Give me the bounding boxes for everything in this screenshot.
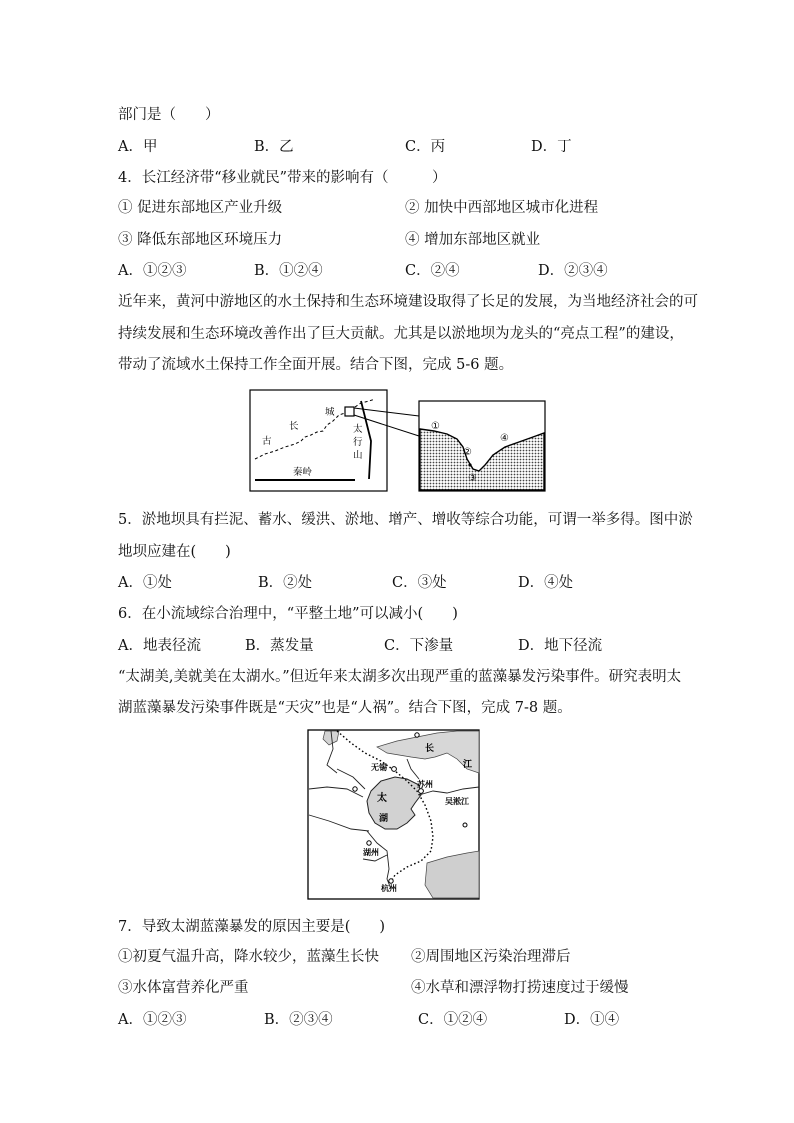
q6-option-c[interactable]: C．下渗量: [384, 638, 454, 654]
q5-option-d[interactable]: D．④处: [518, 575, 574, 591]
passage1-line-3: 带动了流域水土保持工作全面开展。结合下图，完成 5-6 题。: [118, 357, 514, 373]
taihu-map-figure: [307, 729, 480, 900]
q5-option-c[interactable]: C．③处: [392, 575, 447, 591]
q4-option-d[interactable]: D．②③④: [538, 263, 608, 279]
suzhou-marker: [419, 789, 424, 794]
q5-option-b[interactable]: B．②处: [258, 575, 313, 591]
q6-options: [118, 634, 678, 654]
q4-option-c[interactable]: C．②④: [405, 263, 460, 279]
q7-stem: 7．导致太湖蓝藻暴发的原因主要是( ): [118, 919, 386, 935]
profile-point-2: [468, 463, 471, 466]
q3-option-a[interactable]: A．甲: [118, 139, 158, 155]
label-huzhou: 湖州: [363, 848, 379, 857]
profile-label-4: ④: [500, 433, 509, 444]
map-label-shan: 山: [353, 450, 363, 461]
label-jiang: 江: [463, 760, 473, 770]
label-hangzhou: 杭州: [381, 884, 397, 893]
passage2-line-2: 湖蓝藻暴发污染事件既是“天灾”也是“人祸”。结合下图，完成 7-8 题。: [118, 700, 572, 716]
q4-statement-4: ④ 增加东部地区就业: [405, 232, 541, 248]
q4-statement-1: ① 促进东部地区产业升级: [118, 200, 283, 216]
q4-option-a[interactable]: A．①②③: [118, 263, 187, 279]
town-west-marker: [353, 787, 357, 791]
label-wusongjiang: 吴淞江: [445, 797, 469, 806]
wuxi-marker: [392, 767, 397, 772]
q5-stem-line-1: 5．淤地坝具有拦泥、蓄水、缓洪、淤地、增产、增收等综合功能，可谓一举多得。图中淤: [118, 512, 693, 528]
q4-statements-row2: [118, 228, 678, 248]
profile-label-3: ③: [468, 473, 477, 484]
q6-option-b[interactable]: B．蒸发量: [245, 638, 314, 654]
map-label-tai: 太: [353, 424, 363, 435]
q7-statement-1: ①初夏气温升高，降水较少，蓝藻生长快: [118, 949, 379, 965]
q6-option-d[interactable]: D．地下径流: [518, 638, 603, 654]
q7-statement-3: ③水体富营养化严重: [118, 980, 249, 996]
site-marker: [345, 407, 354, 416]
q6-option-a[interactable]: A．地表径流: [118, 638, 201, 654]
map-label-cheng: 城: [325, 407, 335, 418]
map-label-qinling: 秦岭: [293, 467, 313, 478]
q7-option-b[interactable]: B．②③④: [264, 1012, 333, 1028]
q7-statements-row1: [118, 945, 678, 965]
profile-label-1: ①: [431, 421, 440, 432]
label-wuxi: 无锡: [371, 763, 387, 772]
q4-statement-3: ③ 降低东部地区环境压力: [118, 232, 283, 248]
map-label-chang: 长: [289, 421, 299, 432]
label-suzhou: 苏州: [417, 780, 433, 789]
q4-statements-row1: [118, 196, 678, 216]
q3-options: [118, 135, 678, 155]
map-label-hang: 行: [353, 437, 363, 448]
q7-statements-row2: [118, 976, 678, 996]
map-label-gu: 古: [262, 436, 272, 447]
q3-option-d[interactable]: D．丁: [531, 139, 572, 155]
passage1-line-2: 持续发展和生态环境改善作出了巨大贡献。尤其是以淤地坝为龙头的“亮点工程”的建设，: [118, 326, 684, 342]
label-tai: 太: [377, 793, 387, 804]
town-east-marker: [463, 823, 467, 827]
q7-option-a[interactable]: A．①②③: [118, 1012, 187, 1028]
changjiang-marker: [415, 733, 419, 737]
q3-stem-tail: 部门是（ ）: [118, 107, 220, 123]
profile-label-2: ②: [463, 447, 472, 458]
q7-option-d[interactable]: D．①④: [564, 1012, 620, 1028]
q5-option-a[interactable]: A．①处: [118, 575, 172, 591]
q6-stem: 6．在小流域综合治理中，“平整土地”可以减小( ): [118, 606, 458, 622]
q5-options: [118, 571, 678, 591]
q5-stem-line-2: 地坝应建在( ): [118, 544, 231, 560]
passage1-line-1: 近年来，黄河中游地区的水土保持和生态环境建设取得了长足的发展，为当地经济社会的可: [118, 294, 698, 310]
q3-option-c[interactable]: C．丙: [405, 139, 446, 155]
loess-dam-figure: [249, 389, 547, 493]
hangzhou-marker: [389, 879, 393, 883]
label-chang: 长: [425, 744, 435, 754]
huzhou-marker: [367, 841, 371, 845]
q7-option-c[interactable]: C．①②④: [418, 1012, 488, 1028]
q7-statement-2: ②周围地区污染治理滞后: [411, 949, 571, 965]
q4-options: [118, 259, 678, 279]
q7-options: [118, 1008, 678, 1028]
passage2-line-1: “太湖美,美就美在太湖水。”但近年来太湖多次出现严重的蓝藻暴发污染事件。研究表明太: [118, 669, 682, 685]
q3-option-b[interactable]: B．乙: [254, 139, 294, 155]
q4-option-b[interactable]: B．①②④: [254, 263, 323, 279]
q4-statement-2: ② 加快中西部地区城市化进程: [405, 200, 599, 216]
q4-stem: 4．长江经济带“移业就民”带来的影响有（ ）: [118, 170, 447, 186]
q7-statement-4: ④水草和漂浮物打捞速度过于缓慢: [411, 980, 629, 996]
label-hu: 湖: [379, 814, 389, 824]
